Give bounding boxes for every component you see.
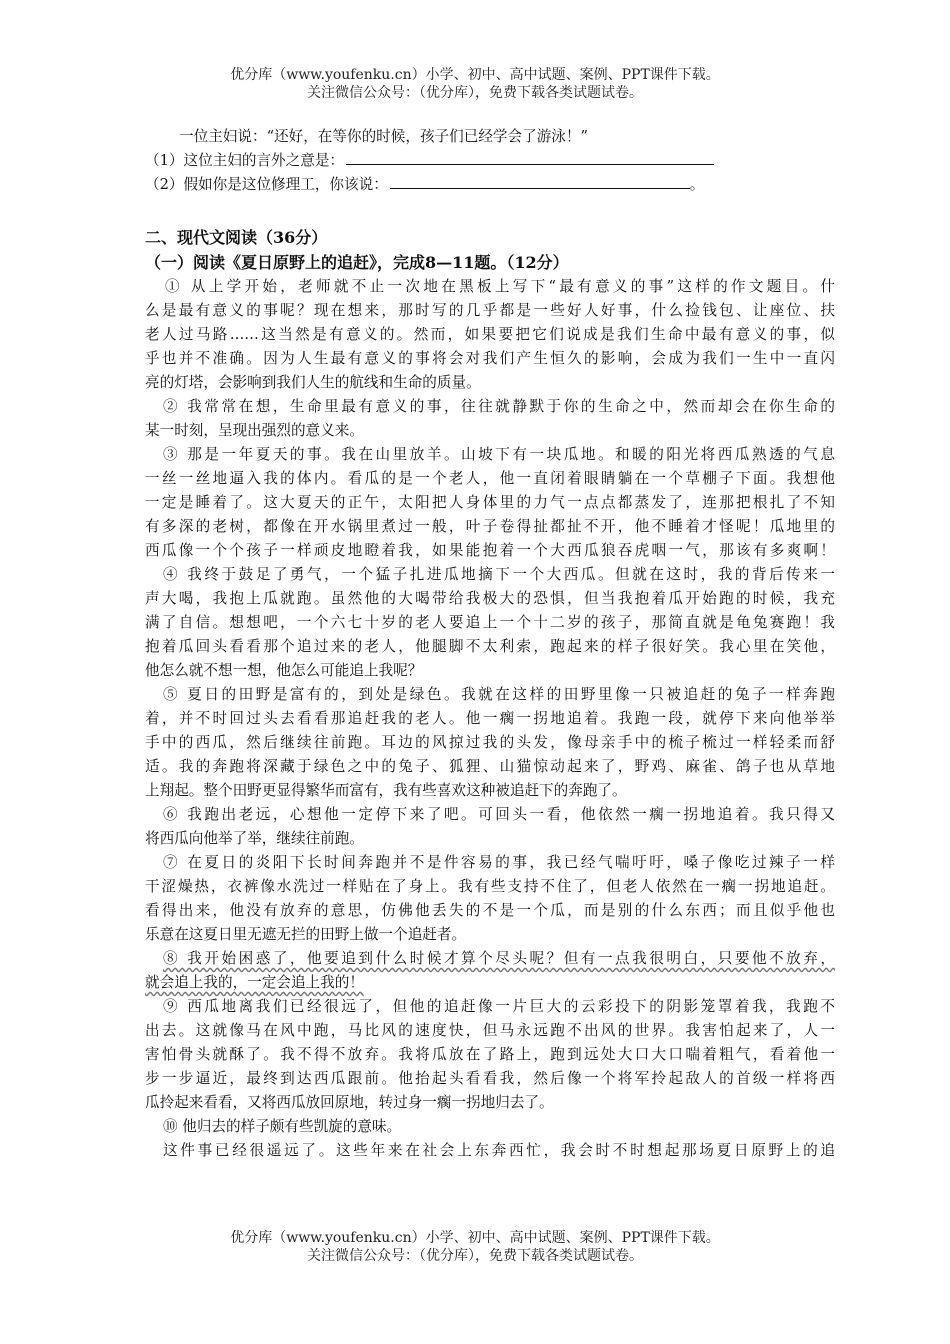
text-line: 上翔起。整个田野更显得繁华而富有，我有些喜欢这种被追赶下的奔跑了。 bbox=[145, 782, 627, 799]
text-line: 老人过马路……这当然是有意义的。然而，如果要把它们说成是我们生命中最有意义的事，似 bbox=[145, 326, 835, 343]
document-body bbox=[145, 125, 835, 1163]
article-text bbox=[145, 275, 835, 1163]
text-line: 看得出来，他没有放弃的意思，仿佛他丢失的不是一个瓜，而是别的什么东西；而且似乎他也 bbox=[145, 902, 835, 919]
page-header bbox=[0, 66, 950, 102]
question-1 bbox=[145, 149, 835, 173]
question-2 bbox=[145, 173, 835, 197]
text-line: 亮的灯塔，会影响到我们人生的航线和生命的质量。 bbox=[145, 374, 481, 391]
text-line: ⑤ 夏日的田野是富有的，到处是绿色。我就在这样的田野里像一只被追赶的兔子一样奔跑 bbox=[163, 686, 835, 703]
text-line: 满了自信。想想吧，一个六七十岁的老人要追上一个十二岁的孩子，那简直就是龟兔赛跑！我 bbox=[145, 614, 835, 631]
text-line: 声大喝，我抱上瓜就跑。虽然他的大喝带给我极大的恐惧，但当我抱着瓜开始跑的时候，我充 bbox=[145, 590, 835, 607]
text-line: 有多深的老树，都像在开水锅里煮过一般，叶子卷得扯都扯不开，他不睡着才怪呢！瓜地里的 bbox=[145, 518, 835, 535]
text-line: ⑨ 西瓜地离我们已经很远了，但他的追赶像一片巨大的云彩投下的阴影笼罩着我，我跑不 bbox=[163, 998, 835, 1015]
section-title: 二、现代文阅读（36分） bbox=[145, 228, 328, 247]
section-subtitle: （一）阅读《夏日原野上的追赶》，完成8—11题。（12分） bbox=[145, 253, 569, 272]
header-line-1: 优分库（www.youfenku.cn）小学、初中、高中试题、案例、PPT课件下载。 bbox=[230, 67, 720, 83]
text-line: 某一时刻，呈现出强烈的意义来。 bbox=[145, 422, 364, 439]
text-line bbox=[145, 947, 835, 971]
text-line: ① 从上学开始，老师就不止一次地在黑板上写下“最有意义的事”这样的作文题目。什 bbox=[165, 278, 835, 295]
text-line bbox=[145, 971, 835, 995]
text-line: ② 我常常在想，生命里最有意义的事，往往就静默于你的生命之中，然而却会在你生命的 bbox=[163, 398, 835, 415]
wavy-underlined-text: 就会追上我的，一定会追上我的！ bbox=[145, 974, 364, 991]
text-line: ⑩ 他归去的样子颇有些凯旋的意味。 bbox=[163, 1118, 402, 1135]
question-2-text: （2）假如你是这位修理工，你该说： bbox=[145, 176, 388, 193]
intro-quote: 一位主妇说：“还好，在等你的时候，孩子们已经学会了游泳！” bbox=[179, 128, 588, 145]
text-line: 将西瓜向他举了举，继续往前跑。 bbox=[145, 830, 364, 847]
text-line: 着，并不时回过头去看看那追赶我的老人。他一瘸一拐地追着。我跑一段，就停下来向他举举 bbox=[145, 710, 835, 727]
text-line: 么是最有意义的事呢？现在想来，那时写的几乎都是一些好人好事，什么捡钱包、让座位、扶 bbox=[145, 302, 835, 319]
text-line: ④ 我终于鼓足了勇气，一个猛子扎进瓜地摘下一个大西瓜。但就在这时，我的背后传来一 bbox=[163, 566, 835, 583]
text-line: 乎也并不准确。因为人生最有意义的事将会对我们产生恒久的影响，会成为我们一生中一直闪 bbox=[145, 350, 835, 367]
text-line: 步一步逼近，最终到达西瓜跟前。他抬起头看看我，然后像一个将军拎起敌人的首级一样将西 bbox=[145, 1070, 835, 1087]
text-line: 瓜拎起来看看，又将西瓜放回原地，转过身一瘸一拐地归去了。 bbox=[145, 1094, 554, 1111]
text-line: 他怎么就不想一想，他怎么可能追上我呢？ bbox=[145, 662, 423, 679]
text-line: 乐意在这夏日里无遮无拦的田野上做一个追赶者。 bbox=[145, 926, 467, 943]
footer-line-2: 关注微信公众号：（优分库），免费下载各类试题试卷。 bbox=[307, 1248, 643, 1264]
wavy-underlined-text: ⑧ 我开始困惑了，他要追到什么时候才算个尽头呢？但有一点我很明白，只要他不放弃， bbox=[163, 950, 835, 967]
text-line: 抱着瓜回头看看那个追过来的老人，他腿脚不太利索，跑起来的样子很好笑。我心里在笑他， bbox=[145, 638, 835, 655]
text-line: ③ 那是一年夏天的事。我在山里放羊。山坡下有一块瓜地。和暖的阳光将西瓜熟透的气息 bbox=[163, 446, 835, 463]
text-line: 一丝一丝地逼入我的体内。看瓜的是一个老人，他一直闭着眼睛躺在一个草棚子下面。我想他 bbox=[145, 470, 835, 487]
text-line: ⑥ 我跑出老远，心想他一定停下来了吧。可回头一看，他依然一瘸一拐地追着。我只得又 bbox=[163, 806, 835, 823]
text-line: 适。我的奔跑将深藏于绿色之中的兔子、狐狸、山猫惊动起来了，野鸡、麻雀、鸽子也从草地 bbox=[145, 758, 835, 775]
text-line: 这件事已经很遥远了。这些年来在社会上东奔西忙，我会时不时想起那场夏日原野上的追 bbox=[163, 1142, 835, 1159]
answer-blank-2[interactable] bbox=[390, 174, 690, 189]
text-line: 一定是睡着了。这大夏天的正午，太阳把人身体里的力气一点点都蒸发了，连那把根扎了不知 bbox=[145, 494, 835, 511]
answer-blank-1[interactable] bbox=[346, 150, 714, 165]
text-line: ⑦ 在夏日的炎阳下长时间奔跑并不是件容易的事，我已经气喘吁吁，嗓子像吃过辣子一样 bbox=[163, 854, 835, 871]
text-line: 手中的西瓜，然后继续往前跑。耳边的风掠过我的头发，像母亲手中的梳子梳过一样轻柔而舒 bbox=[145, 734, 835, 751]
header-line-2: 关注微信公众号：（优分库），免费下载各类试题试卷。 bbox=[307, 85, 643, 101]
text-line: 干涩燥热，衣裤像水洗过一样贴在了身上。我有些支持不住了，但老人依然在一瘸一拐地追赶。 bbox=[145, 878, 835, 895]
text-line: 害怕骨头就酥了。我不得不放弃。我将瓜放在了路上，跑到远处大口大口喘着粗气，看着他一 bbox=[145, 1046, 835, 1063]
text-line: 西瓜像一个个孩子一样顽皮地瞪着我，如果能抱着一个大西瓜狼吞虎咽一气，那该有多爽啊！ bbox=[145, 542, 835, 559]
page-footer bbox=[0, 1229, 950, 1265]
footer-line-1: 优分库（www.youfenku.cn）小学、初中、高中试题、案例、PPT课件下载。 bbox=[230, 1230, 720, 1246]
text-line: 出去。这就像马在风中跑，马比风的速度快，但马永远跑不出风的世界。我害怕起来了，人一 bbox=[145, 1022, 835, 1039]
question-2-end: 。 bbox=[689, 176, 705, 193]
question-1-text: （1）这位主妇的言外之意是： bbox=[145, 152, 345, 169]
